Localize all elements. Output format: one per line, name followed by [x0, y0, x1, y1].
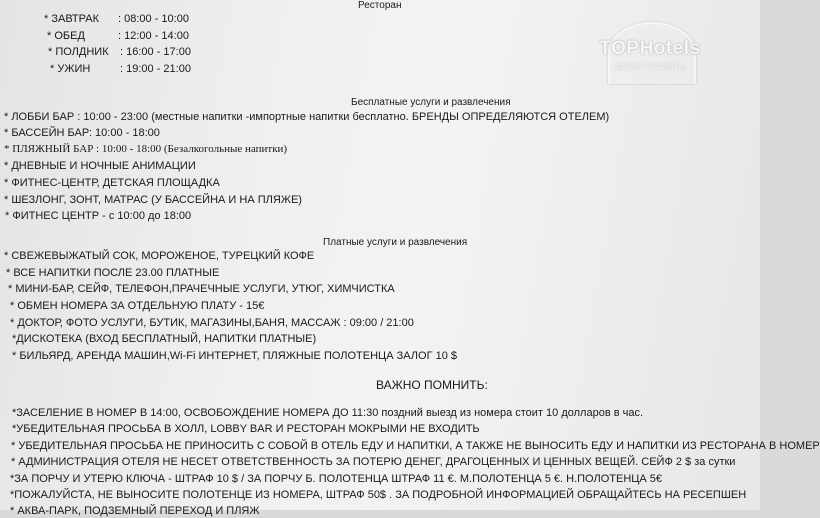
- meal-time: : 16:00 - 17:00: [120, 46, 191, 58]
- paid-service-item: * БИЛЬЯРД, АРЕНДА МАШИН,Wi-Fi ИНТЕРНЕТ, ПЛЯЖНЫЕ ПОЛОТЕНЦА ЗАЛОГ 10 $: [12, 350, 458, 362]
- free-services-heading: Бесплатные услуги и развлечения: [351, 97, 511, 108]
- meal-time: : 08:00 - 10:00: [118, 13, 189, 25]
- paid-service-item: * МИНИ-БАР, СЕЙФ, ТЕЛЕФОН,ПРАЧЕЧНЫЕ УСЛУГИ, УТЮГ, ХИМЧИСТКА: [8, 283, 395, 295]
- restaurant-heading: Ресторан: [358, 0, 402, 11]
- free-service-item: * ПЛЯЖНЫЙ БАР : 10:00 - 18:00 (Безалкогольные напитки): [4, 143, 288, 155]
- meal-time: : 12:00 - 14:00: [118, 30, 189, 42]
- meal-label: * УЖИН: [50, 63, 91, 75]
- tophotels-watermark: [590, 18, 710, 88]
- paid-service-item: * ВСЕ НАПИТКИ ПОСЛЕ 23.00 ПЛАТНЫЕ: [6, 267, 220, 279]
- free-service-item: * ФИТНЕС-ЦЕНТР, ДЕТСКАЯ ПЛОЩАДКА: [4, 177, 220, 189]
- paid-service-item: * ОБМЕН НОМЕРА ЗА ОТДЕЛЬНУЮ ПЛАТУ - 15€: [10, 300, 265, 312]
- important-item: *ЗА ПОРЧУ И УТЕРЮ КЛЮЧА - ШТРАФ 10 $ / ЗА ПОРЧУ Б. ПОЛОТЕНЦА ШТРАФ 11 €. М.ПОЛОТЕНЦА 5 €. Н.ПОЛОТЕНЦА 5€: [10, 473, 663, 485]
- watermark-tagline: ФОТО ТУРИСТА: [615, 62, 685, 72]
- paid-service-item: *ДИСКОТЕКА (ВХОД БЕСПЛАТНЫЙ, НАПИТКИ ПЛАТНЫЕ): [12, 333, 317, 345]
- meal-label: * ОБЕД: [47, 30, 85, 42]
- free-service-item: * ДНЕВНЫЕ И НОЧНЫЕ АНИМАЦИИ: [4, 160, 196, 172]
- important-item: * АКВА-ПАРК, ПОДЗЕМНЫЙ ПЕРЕХОД И ПЛЯЖ: [10, 505, 260, 517]
- paid-service-item: * ДОКТОР, ФОТО УСЛУГИ, БУТИК, МАГАЗИНЫ,БАНЯ, МАССАЖ : 09:00 / 21:00: [10, 317, 414, 329]
- important-heading: ВАЖНО ПОМНИТЬ:: [376, 378, 488, 392]
- important-item: *УБЕДИТЕЛЬНАЯ ПРОСЬБА В ХОЛЛ, LOBBY BAR И РЕСТОРАН МОКРЫМИ НЕ ВХОДИТЬ: [12, 423, 480, 435]
- free-service-item: * ФИТНЕС ЦЕНТР - с 10:00 до 18:00: [5, 210, 192, 222]
- meal-label: * ЗАВТРАК: [44, 13, 99, 25]
- meal-time: : 19:00 - 21:00: [120, 63, 191, 75]
- free-service-item: * БАССЕЙН БАР: 10:00 - 18:00: [4, 127, 160, 139]
- important-item: * УБЕДИТЕЛЬНАЯ ПРОСЬБА НЕ ПРИНОСИТЬ С СОБОЙ В ОТЕЛЬ ЕДУ И НАПИТКИ, А ТАКЖЕ НЕ ВЫНОСИТЬ ЕДУ И НАПИТКИ ИЗ РЕСТОРАНА В НОМЕР: [11, 440, 820, 452]
- important-item: *ПОЖАЛУЙСТА, НЕ ВЫНОСИТЕ ПОЛОТЕНЦЕ ИЗ НОМЕРА, ШТРАФ 50$ . ЗА ПОДРОБНОЙ ИНФОРМАЦИЕЙ ОБРАЩАЙТЕСЬ НА РЕСЕПШЕН: [10, 489, 747, 501]
- important-item: *ЗАСЕЛЕНИЕ В НОМЕР В 14:00, ОСВОБОЖДЕНИЕ НОМЕРА ДО 11:30 поздний выезд из номера стоит 10 долларов в час.: [12, 407, 644, 419]
- paid-service-item: * СВЕЖЕВЫЖАТЫЙ СОК, МОРОЖЕНОЕ, ТУРЕЦКИЙ КОФЕ: [4, 250, 315, 262]
- free-service-item: * ЛОББИ БАР : 10:00 - 23:00 (местные напитки -импортные напитки бесплатно. БРЕНДЫ ОПРЕДЕЛЯЮТСЯ ОТЕЛЕМ): [4, 111, 610, 123]
- important-item: * АДМИНИСТРАЦИЯ ОТЕЛЯ НЕ НЕСЕТ ОТВЕТСТВЕННОСТЬ ЗА ПОТЕРЮ ДЕНЕГ, ДРАГОЦЕННЫХ И ЦЕННЫХ ВЕЩЕЙ. СЕЙФ 2 $ за сутки: [11, 456, 736, 468]
- watermark-brand: TOPHotels: [599, 38, 701, 59]
- meal-label: * ПОЛДНИК: [48, 46, 109, 58]
- paid-services-heading: Платные услуги и развлечения: [323, 237, 468, 248]
- free-service-item: * ШЕЗЛОНГ, ЗОНТ, МАТРАС (У БАССЕЙНА И НА ПЛЯЖЕ): [4, 194, 302, 206]
